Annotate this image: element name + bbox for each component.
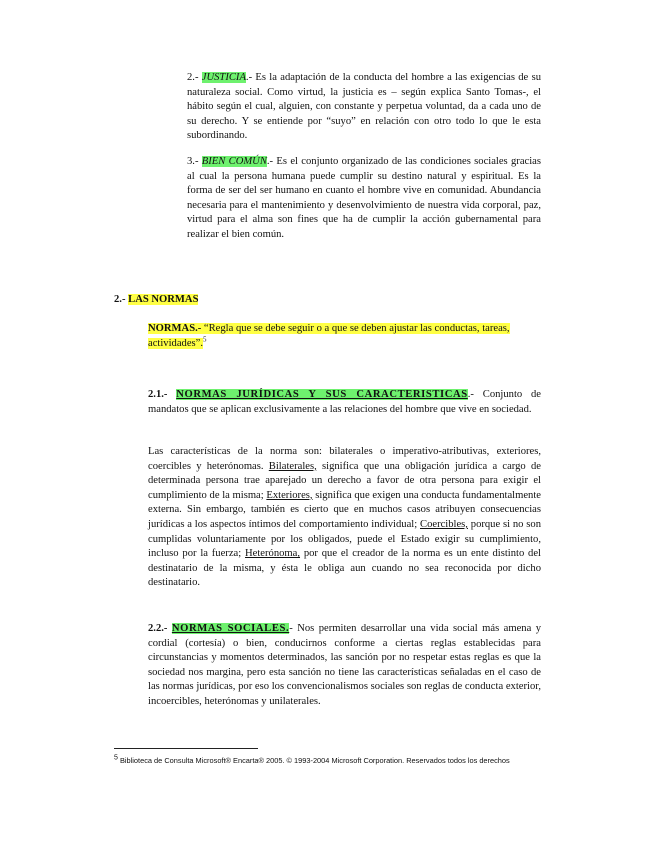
text-heteronoma: por que el creador de la norma es un ente distinto del destinatario de la misma, y ésta le obliga aun cuando no sea reconocida por dicho destinatario.	[148, 548, 541, 589]
bien-comun-term: BIEN COMÚN	[201, 156, 267, 167]
term-coercibles: Coercibles,	[420, 518, 468, 530]
justicia-paragraph	[187, 71, 541, 144]
section-heading-normas	[114, 293, 414, 308]
justicia-dash: .-	[245, 72, 256, 83]
normas-definition-text: “Regla que se debe seguir o a que se deben ajustar las conductas, tareas, actividades”.	[148, 323, 510, 349]
normas-definition	[148, 322, 541, 351]
term-exteriores: Exteriores,	[266, 489, 313, 501]
footnote-text: Biblioteca de Consulta Microsoft® Encarta® 2005. © 1993-2004 Microsoft Corporation. Reservados todos los derechos	[117, 756, 510, 765]
normas-heading-title: LAS NORMAS	[128, 294, 199, 305]
normas-definition-term: NORMAS.-	[148, 323, 202, 334]
juridicas-intro: Conjunto de mandatos que se aplican exclusivamente a las relaciones del hombre que vive en sociedad.	[148, 389, 541, 415]
justicia-text: Es la adaptación de la conducta del hombre a las exigencias de su naturaleza social. Como virtud, la justicia es – según explica Santo Tomas-, el hábito según el cual, alguien, con constante y perpetua voluntad, da a cada uno de su derecho. Y se entiende por “suyo” en relación con otro todo lo que le esta subordinando.	[187, 72, 541, 142]
sociales-dash: -	[289, 623, 298, 634]
sociales-paragraph	[148, 622, 541, 710]
justicia-term: JUSTICIA	[201, 72, 246, 83]
footnote-number: 5	[114, 754, 118, 762]
text-exteriores: significa que exigen una conducta fundamentalmente externa. Sin embargo, también es cierto que en muchos casos atribuyen consecuencias jurídicas a los aspectos íntimos del comportamiento individual;	[148, 489, 541, 530]
juridicas-number: 2.1.-	[148, 389, 177, 400]
juridicas-title: NORMAS JURÍDICAS Y SUS CARACTERISTICAS	[176, 389, 468, 400]
term-heteronoma: Heterónoma,	[245, 548, 301, 560]
text-coercibles: porque si no son cumplidas voluntariamente por los obligados, puede el Estado exigir su cumplimiento, incluso por la fuerza;	[148, 518, 541, 560]
normas-heading-number: 2.-	[114, 294, 129, 305]
juridicas-characteristics-paragraph	[148, 445, 541, 591]
juridicas-intro-paragraph	[148, 388, 541, 417]
bien-comun-dash: .-	[266, 156, 277, 167]
bien-comun-paragraph	[187, 155, 541, 243]
sociales-text: Nos permiten desarrollar una vida social más amena y cordial (cortesía) o bien, conducirnos conforme a ciertas reglas establecidas para circunstancias y momentos determinados, las sanción por no respetar estas reglas es que la sociedad nos margina, pero esta sanción no tiene las características señaladas en el caso de las normas jurídicas, por eso los convencionalismos sociales son reglas de conducta exterior, incoercibles, heterónomas y unilaterales.	[148, 623, 542, 707]
text-bilaterales: significa que una obligación jurídica a cargo de determinada persona trae aparejado un derecho a favor de otra persona para exigir el cumplimiento de la misma;	[148, 460, 541, 501]
justicia-number: 2.-	[187, 72, 202, 83]
characteristics-start: Las características de la norma son: bilaterales o imperativo-atributivas, exteriores, coercibles y heterónomas.	[148, 446, 541, 472]
footnote-reference: 5	[203, 335, 207, 344]
juridicas-dash: .-	[467, 389, 483, 400]
term-bilaterales: Bilaterales,	[268, 460, 317, 472]
bien-comun-number: 3.-	[187, 156, 202, 167]
bien-comun-text: Es el conjunto organizado de las condiciones sociales gracias al cual la persona humana puede cumplir su destino natural y espiritual. Es la forma de ser del ser humano en cuanto el hombre vive en comunidad. Abundancia necesaria para el mantenimiento y desenvolvimiento de nuestra vida corporal, paz, virtud para el alma son fines que ha de cumplir la acción gubernamental para realizar el bien común.	[187, 156, 541, 240]
sociales-title: NORMAS SOCIALES.	[171, 623, 290, 634]
sociales-number: 2.2.-	[148, 623, 172, 634]
footnote	[114, 756, 524, 766]
footnote-separator	[114, 748, 258, 749]
